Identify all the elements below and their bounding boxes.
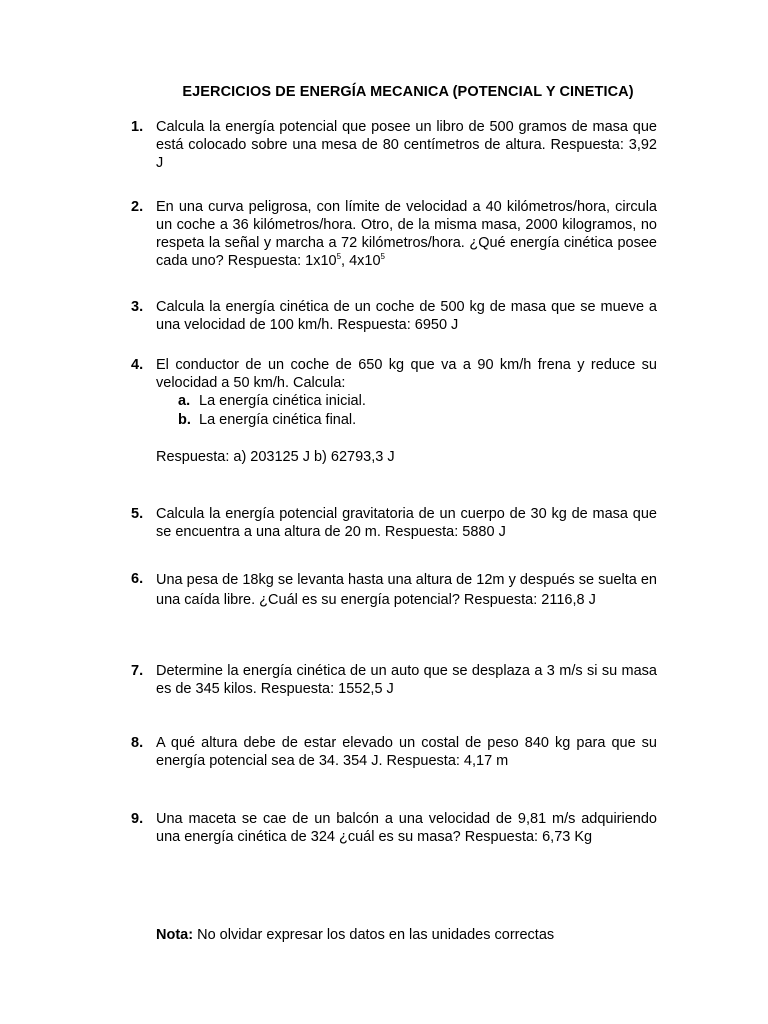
exercise-text: Calcula la energía potencial gravitatoria de un cuerpo de 30 kg de masa que se encuentra a una altura de 20 m. Respuesta: 5880 J (156, 506, 657, 540)
exercise-number: 4. (131, 357, 144, 373)
exercise-8 (131, 734, 657, 770)
document-title: EJERCICIOS DE ENERGÍA MECANICA (POTENCIAL Y CINETICA) (182, 84, 634, 100)
exercise-4-answer: Respuesta: a) 203125 J b) 62793,3 J (156, 449, 395, 465)
sub-item-text: La energía cinética final. (199, 412, 357, 428)
exercise-number: 6. (131, 571, 144, 587)
sub-item-text: La energía cinética inicial. (199, 393, 366, 409)
exercise-text-main: En una curva peligrosa, con límite de velocidad a 40 kilómetros/hora, circula un coche a 36 kilómetros/hora. Otro, de la misma masa, 2000 kilogramos, no respeta la señal y marcha a 72 kilómetros/hora. ¿Qué energía cinética posee cada uno? Respuesta: 1x10 (156, 199, 657, 269)
exercise-5 (131, 505, 657, 541)
exercise-text: El conductor de un coche de 650 kg que va a 90 km/h frena y reduce su velocidad a 50 km/h. Calcula: (156, 357, 657, 391)
exercise-text: Una maceta se cae de un balcón a una velocidad de 9,81 m/s adquiriendo una energía cinética de 324 ¿cuál es su masa? Respuesta: 6,73 Kg (156, 811, 657, 845)
exercise-9 (131, 810, 657, 846)
note (156, 927, 554, 943)
exercise-text: A qué altura debe de estar elevado un costal de peso 840 kg para que su energía potencial sea de 34. 354 J. Respuesta: 4,17 m (156, 735, 657, 769)
exercise-number: 7. (131, 663, 144, 679)
exercise-6 (131, 570, 657, 610)
note-text: No olvidar expresar los datos en las unidades correctas (193, 927, 555, 943)
exercise-text: Calcula la energía potencial que posee un libro de 500 gramos de masa que está colocado sobre una mesa de 80 centímetros de altura. Respuesta: 3,92 J (156, 119, 657, 171)
exercise-number: 3. (131, 299, 144, 315)
exercise-3 (131, 298, 657, 334)
exercise-text: Una pesa de 18kg se levanta hasta una altura de 12m y después se suelta en una caída libre. ¿Cuál es su energía potencial? Respuesta: 2116,8 J (156, 572, 657, 608)
exercise-number: 8. (131, 735, 144, 751)
exercise-number: 9. (131, 811, 144, 827)
sub-item-b (178, 411, 657, 430)
exercise-text: Calcula la energía cinética de un coche de 500 kg de masa que se mueve a una velocidad de 100 km/h. Respuesta: 6950 J (156, 299, 657, 333)
exercise-7 (131, 662, 657, 698)
sub-item-a (178, 392, 657, 411)
exponent: 5 (380, 252, 385, 261)
sub-item-letter: b. (178, 412, 191, 428)
exercise-text (156, 198, 657, 270)
note-label: Nota: (156, 927, 194, 943)
exercise-number: 1. (131, 119, 144, 135)
exercise-number: 5. (131, 506, 144, 522)
exercise-text-mid: , 4x10 (341, 253, 381, 269)
exponent: 5 (336, 252, 342, 261)
exercise-2 (131, 198, 657, 270)
sub-item-letter: a. (178, 393, 191, 409)
exercise-text: Determine la energía cinética de un auto que se desplaza a 3 m/s si su masa es de 345 kilos. Respuesta: 1552,5 J (156, 663, 657, 697)
exercise-4 (131, 356, 657, 430)
exercise-1 (131, 118, 657, 172)
exercise-number: 2. (131, 199, 144, 215)
